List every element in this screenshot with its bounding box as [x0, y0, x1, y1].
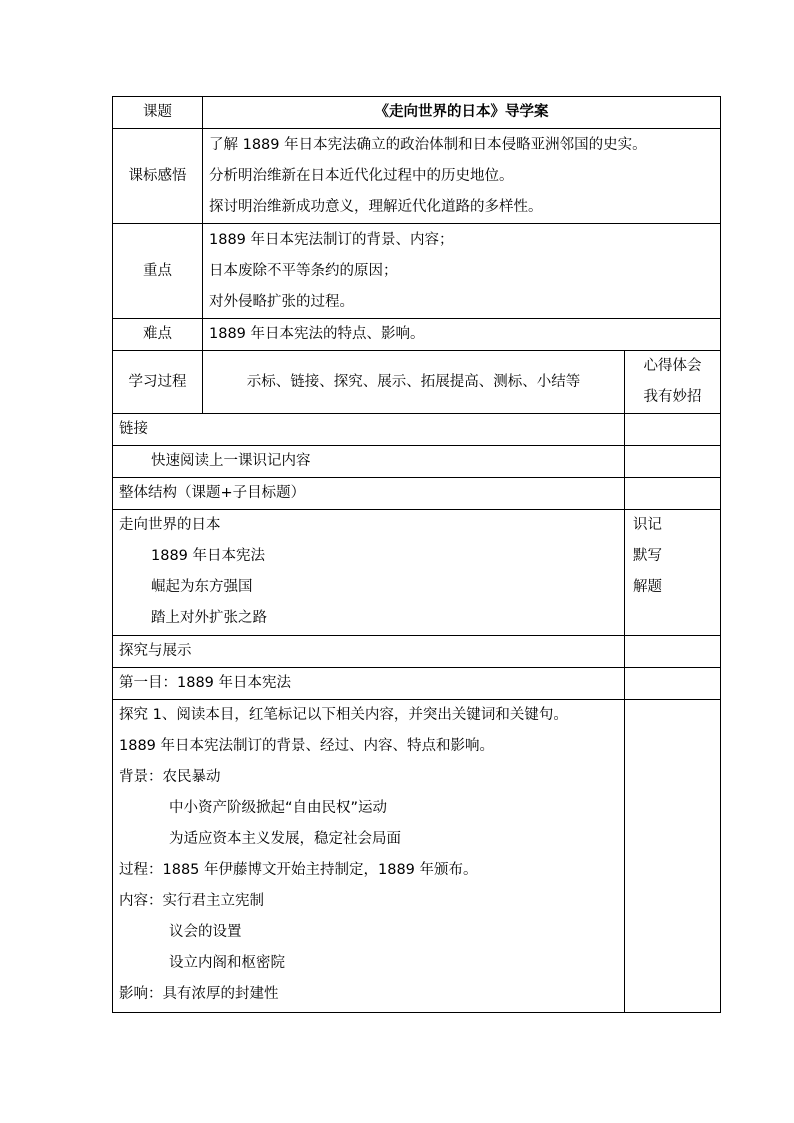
key-point-line: 日本废除不平等条约的原因；	[209, 262, 398, 279]
empty-side-cell	[625, 478, 721, 510]
section1-line: 设立内阁和枢密院	[169, 955, 285, 971]
section1-title: 第一目：1889 年日本宪法	[113, 668, 625, 700]
insight-label: 心得体会	[643, 358, 702, 374]
standards-line: 探讨明治维新成功意义，理解近代化道路的多样性。	[209, 198, 543, 215]
section1-line: 影响：具有浓厚的封建性	[119, 986, 279, 1002]
difficulty-text: 1889 年日本宪法的特点、影响。	[203, 319, 721, 351]
section1-line: 探究 1、阅读本目，红笔标记以下相关内容，并突出关键词和关键句。	[119, 707, 568, 723]
key-points-content	[203, 224, 721, 319]
process-side	[625, 351, 721, 414]
section1-content	[113, 700, 625, 1013]
empty-side-cell	[625, 414, 721, 446]
section1-line: 内容：实行君主立宪制	[119, 893, 264, 909]
section1-line: 中小资产阶级掀起“自由民权”运动	[169, 800, 388, 816]
tips-label: 我有妙招	[643, 389, 702, 405]
structure-content	[113, 510, 625, 636]
memorize-label: 识记	[633, 517, 662, 533]
structure-item: 崛起为东方强国	[151, 579, 253, 595]
structure-main: 走向世界的日本	[119, 517, 221, 533]
process-text: 示标、链接、探究、展示、拓展提高、测标、小结等	[203, 351, 625, 414]
link-content	[113, 446, 625, 478]
key-point-line: 对外侵略扩张的过程。	[209, 293, 354, 310]
explore-title: 探究与展示	[113, 636, 625, 668]
structure-item: 1889 年日本宪法	[151, 548, 266, 564]
key-point-line: 1889 年日本宪法制订的背景、内容；	[209, 231, 454, 248]
key-points-label: 重点	[113, 224, 203, 319]
section1-line: 1889 年日本宪法制订的背景、经过、内容、特点和影响。	[119, 738, 495, 754]
link-title: 链接	[113, 414, 625, 446]
solve-label: 解题	[633, 579, 662, 595]
empty-side-cell	[625, 636, 721, 668]
standards-label: 课标感悟	[113, 129, 203, 224]
study-guide-table	[112, 96, 721, 1013]
empty-side-cell	[625, 700, 721, 1013]
topic-title: 《走向世界的日本》导学案	[203, 97, 721, 129]
structure-title: 整体结构（课题+子目标题）	[113, 478, 625, 510]
structure-side	[625, 510, 721, 636]
section1-line: 过程：1885 年伊藤博文开始主持制定，1889 年颁布。	[119, 862, 478, 878]
difficulty-label: 难点	[113, 319, 203, 351]
standards-line: 了解 1889 年日本宪法确立的政治体制和日本侵略亚洲邻国的史实。	[209, 136, 647, 153]
dictation-label: 默写	[633, 548, 662, 564]
section1-line: 议会的设置	[169, 924, 242, 940]
topic-label: 课题	[113, 97, 203, 129]
standards-line: 分析明治维新在日本近代化过程中的历史地位。	[209, 167, 514, 184]
structure-item: 踏上对外扩张之路	[151, 610, 267, 626]
empty-side-cell	[625, 446, 721, 478]
link-sub: 快速阅读上一课识记内容	[151, 453, 311, 469]
section1-line: 背景：农民暴动	[119, 769, 221, 785]
empty-side-cell	[625, 668, 721, 700]
standards-content	[203, 129, 721, 224]
section1-line: 为适应资本主义发展，稳定社会局面	[169, 831, 401, 847]
process-label: 学习过程	[113, 351, 203, 414]
